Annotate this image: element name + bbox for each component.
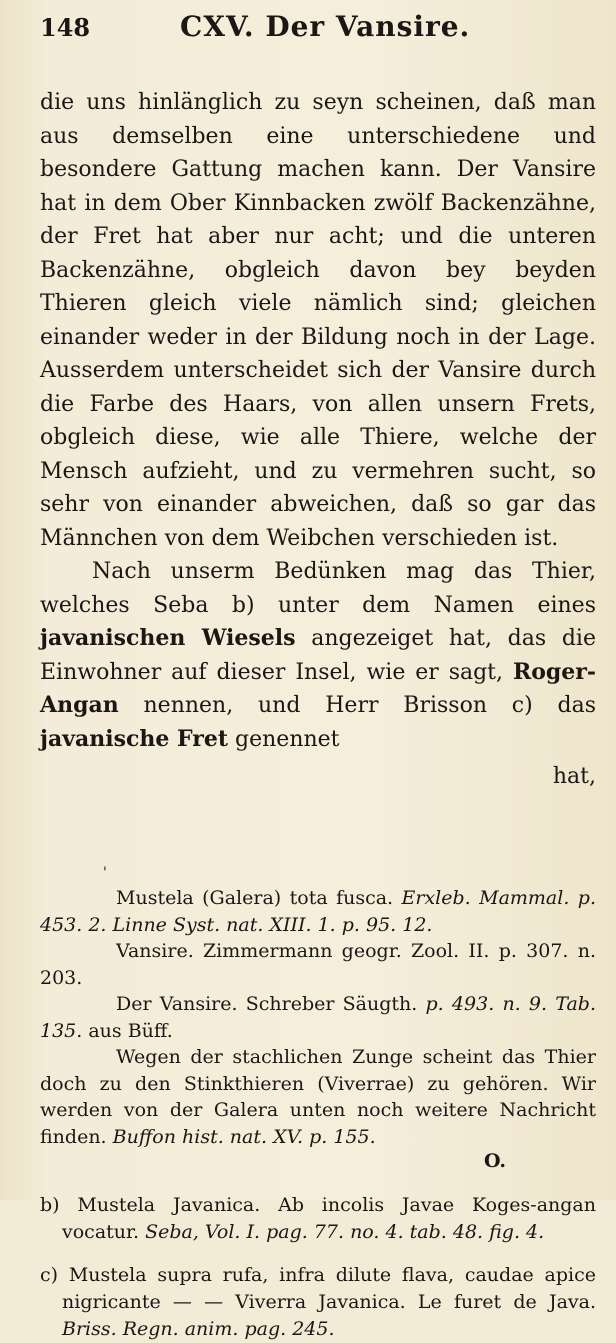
catchword: hat,	[552, 764, 596, 789]
running-title: CXV. Der Vansire.	[180, 10, 471, 43]
translator-note-line-3-end: aus Büff.	[82, 1019, 173, 1042]
main-text	[40, 86, 596, 756]
translator-note	[40, 885, 596, 1172]
translator-note-line-4	[40, 1044, 596, 1150]
translator-note-line-1	[40, 885, 596, 938]
paragraph-2-part-2: angezeiget hat, das die Einwohner auf dieser Insel, wie er sagt,	[40, 626, 596, 685]
footnote-b	[40, 1192, 596, 1246]
footnote-c	[40, 1262, 596, 1343]
footnote-b-ref: Seba, Vol. I. pag. 77. no. 4. tab. 48. fig. 4.	[145, 1221, 545, 1243]
paragraph-2-part-4: genennet	[228, 726, 340, 752]
emphasis-roger-angan: Roger-Angan	[40, 658, 596, 718]
emphasis-javanische-fret: javanische Fret	[40, 725, 229, 752]
page-number: 148	[40, 13, 91, 42]
paragraph-1: die uns hinlänglich zu seyn scheinen, daß man aus demselben eine unterschiedene und besondere Gattung machen kann. Der Vansire hat in dem Ober Kinnbacken zwölf Backenzähne, der Fret hat aber nur acht; und die unteren Backenzähne, obgleich davon bey beyden Thieren gleich viele nämlich sind; gleichen einander weder in der Bildung noch in der Lage. Ausserdem unterscheidet sich der Vansire durch die Farbe des Haars, von allen unsern Frets, obgleich diese, wie alle Thiere, welche der Mensch aufzieht, und zu vermehren sucht, so sehr von einander abweichen, daß so gar das Männchen von dem Weibchen verschieden ist.	[40, 90, 596, 551]
translator-note-marker: '	[103, 865, 107, 881]
emphasis-javanischen-wiesels: javanischen Wiesels	[40, 625, 296, 651]
translator-note-line-4-text: Wegen der stachlichen Zunge scheint das Thier doch zu den Stinkthieren (Viverrae) zu gehören. Wir werden von der Galera unten noch weitere Nachricht finden.	[40, 1046, 596, 1148]
paragraph-2-part-1: Nach unserm Bedünken mag das Thier, welches Seba b) unter dem Namen eines	[40, 559, 596, 618]
translator-note-line-3-ref: p. 493. n. 9. Tab. 135.	[40, 993, 596, 1042]
translator-note-line-4-ref: Buffon hist. nat. XV. p. 155.	[112, 1125, 376, 1148]
translator-note-line-1-ref: Erxleb. Mammal. p. 453. 2. Linne Syst. nat. XIII. 1. p. 95. 12.	[40, 887, 596, 936]
page-header	[40, 10, 596, 58]
footnote-c-text: c) Mustela supra rufa, infra dilute flava, caudae apice nigricante — — Viverra Javanica. Le furet de Java.	[40, 1264, 596, 1313]
paragraph-2	[40, 555, 596, 756]
translator-signature: O.	[483, 1150, 506, 1172]
translator-note-line-3-text: Der Vansire. Schreber Säugth.	[116, 993, 426, 1015]
translator-note-line-2: Vansire. Zimmermann geogr. Zool. II. p. 307. n. 203.	[40, 940, 596, 989]
translator-note-line-1-text: Mustela (Galera) tota fusca.	[116, 887, 402, 909]
paragraph-2-part-3: nennen, und Herr Brisson c) das	[118, 693, 596, 718]
translator-note-line-3	[40, 991, 596, 1044]
footnote-c-ref: Briss. Regn. anim. pag. 245.	[62, 1318, 335, 1340]
footnote-b-text: b) Mustela Javanica. Ab incolis Javae Koges-angan vocatur.	[40, 1194, 596, 1243]
